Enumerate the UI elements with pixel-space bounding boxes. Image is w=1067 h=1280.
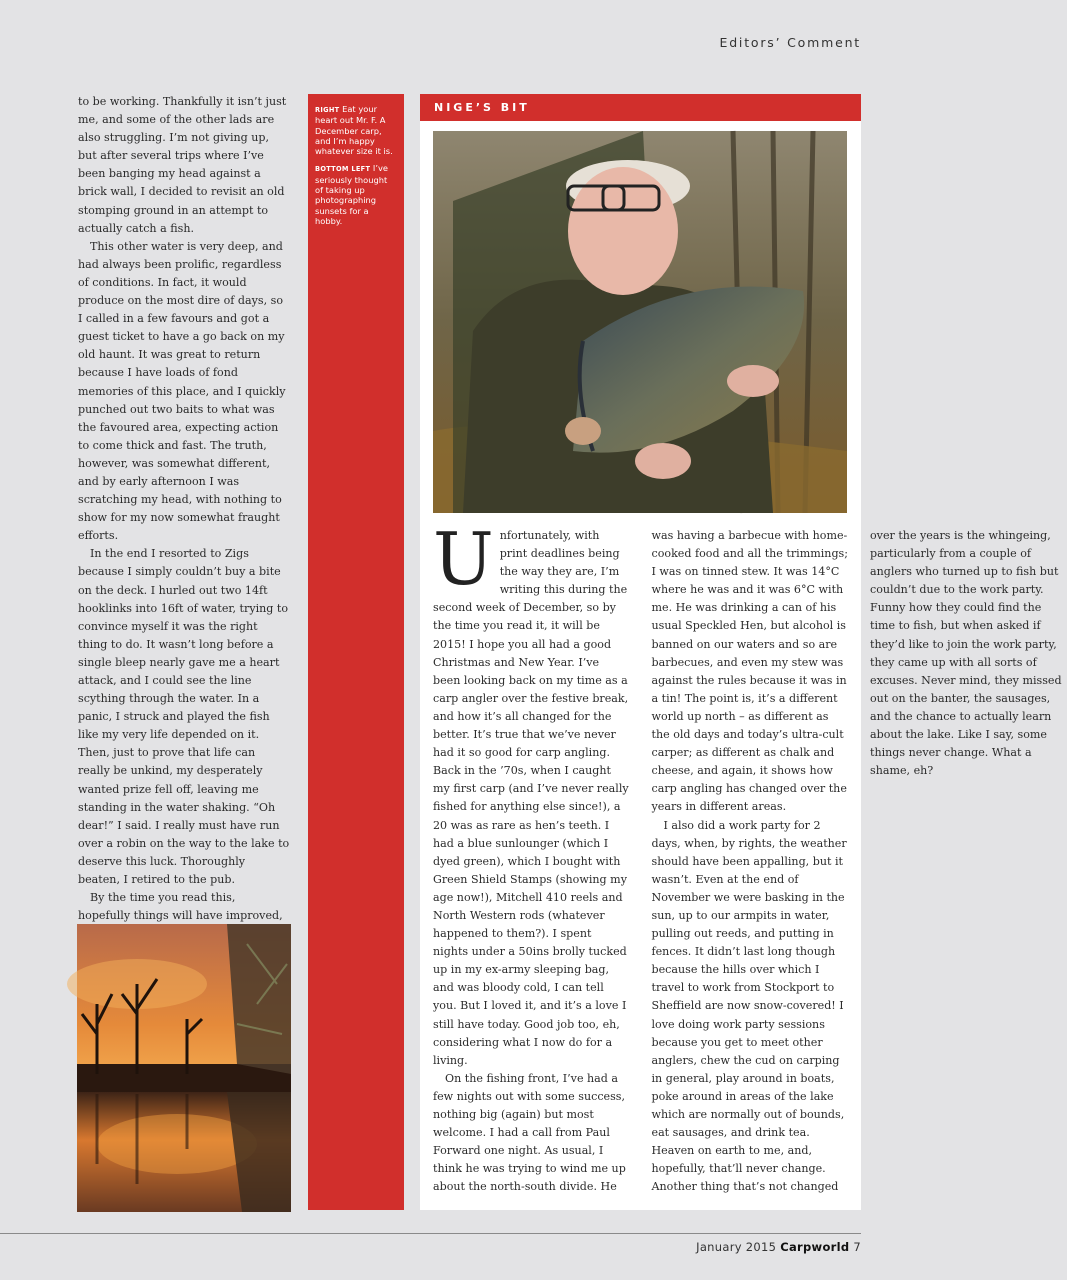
sunset-photo [77,924,291,1212]
caption-text: I’ve seriously thought of taking up photographing sunsets for a hobby. [315,163,388,226]
page-number: 7 [853,1240,861,1254]
article-paragraph: I also did a work party for 2 days, when, by rights, the weather should have been appalling, but it wasn’t. Even at the end of November we were basking in the sun, up to our armpits in water, pulling out reeds, and putting in fences. It didn’t last long though because the hills over which I travel to work from Stockport to Sheffield are now snow-covered! I love doing work party sessions because you get to meet other anglers, chew the cud on carping in general, play around in boats, poke around in areas of the lake which are normally out of bounds, eat sausages, and drink tea. Heaven on earth to me, and, hopefully, that’ll never change. Another thing that’s not changed over the years is the whingeing, particularly from a couple of anglers who turned up to fish but couldn’t due to the work party. Funny how they could find the time to fish, but when asked if they’d like to join the work party, they came up with all sorts of excuses. Never mind, they missed out on the banter, the sausages, and the chance to actually learn about the lake. Like I say, some things never change. What a shame, eh? [651,529,1062,1194]
lead-paragraph [433,517,630,1070]
section-header: Editors’ Comment [719,35,861,50]
left-column-text [78,93,290,1014]
page-footer [696,1240,861,1254]
left-paragraph: to be working. Thankfully it isn’t just me, and some of the other lads are also struggling. I’m not giving up, but after several trips where I’ve been banging my head against a brick wall, I decided to revisit an old stomping ground in an attempt to actually catch a fish. [78,95,287,235]
article-panel [420,94,1062,1210]
article-paragraph: On the fishing front, I’ve had a few nights out with some success, nothing big (again) but most welcome. I had a call from Paul Forward one night. As usual, I think he was trying to wind me up about the north-south divide. He was having a barbecue with home-cooked food and all the trimmings; I was on tinned stew. It was 14°C where he was and it was 6°C with me. He was drinking a can of his usual Speckled Hen, but alcohol is banned on our waters and so are barbecues, and even my stew was against the rules because it was in a tin! The point is, it’s a different world up north – as different as the old days and today’s ultra-cult carper; as different as chalk and cheese, and again, it shows how carp angling has changed over the years in different areas. [433,529,848,1194]
magazine-name: Carpworld [780,1240,850,1254]
left-paragraph: By the time you read this, hopefully things will have improved, [78,891,283,923]
drop-cap: U [433,517,494,601]
caption-sidebar [308,94,404,1210]
article-banner: NIGE’S BIT [420,94,861,121]
article-body [433,517,1062,1201]
footer-rule [0,1233,861,1234]
caption-label: RIGHT [315,106,340,114]
left-paragraph: This other water is very deep, and had always been prolific, regardless of conditions. In fact, it would produce on the most dire of days, so I called in a few favours and got a guest ticket to have a go back on my old haunt. It was great to return because I have loads of fond memories of this place, and I quickly punched out two baits to what was the favoured area, expecting action to come thick and fast. The truth, however, was somewhat different, and by early afternoon I was scratching my head, with nothing to show for my now somewhat fraught efforts. [78,239,286,543]
caption-label: BOTTOM LEFT [315,165,371,174]
angler-carp-photo [433,131,847,513]
lead-text: nfortunately, with print deadlines being the way they are, I’m writing this during the second week of December, so by the time you read it, it will be 2015! I hope you all had a good Christmas and New Year. I’ve been looking back on my time as a carp angler over the festive break, and how it’s all changed for the better. It’s true that we’ve never had it so good for carp angling. Back in the ’70s, when I caught my first carp (and I’ve never really fished for anything else since!), a 20 was as rare as hen’s teeth. I had a blue sunlounger (which I dyed green), which I bought with Green Shield Stamps (showing my age now!), Mitchell 410 reels and North Western rods (whatever happened to them?). I spent nights under a 50ins brolly tucked up in my ex-army sleeping bag, and was bloody cold, I can tell you. But I loved it, and it’s a love I still have today. Good job too, eh, considering what I now do for a living. [433,529,629,1067]
issue-date: January 2015 [696,1240,777,1254]
caption-text: Eat your heart out Mr. F. A December carp, and I’m happy whatever size it is. [315,104,393,157]
caption-right [308,94,404,156]
caption-bottom-left [308,156,404,226]
left-paragraph: In the end I resorted to Zigs because I simply couldn’t buy a bite on the deck. I hurled out two 14ft hooklinks into 16ft of water, trying to convince myself it was the right thing to do. It wasn’t long before a single bleep nearly gave me a heart attack, and I could see the line scything through the water. In a panic, I struck and played the fish like my very life depended on it. Then, just to prove that life can really be unkind, my desperately wanted prize fell off, leaving me standing in the water shaking. “Oh dear!” I said. I really must have run over a robin on the way to the lake to deserve this luck. Thoroughly beaten, I retired to the pub. [78,547,290,887]
